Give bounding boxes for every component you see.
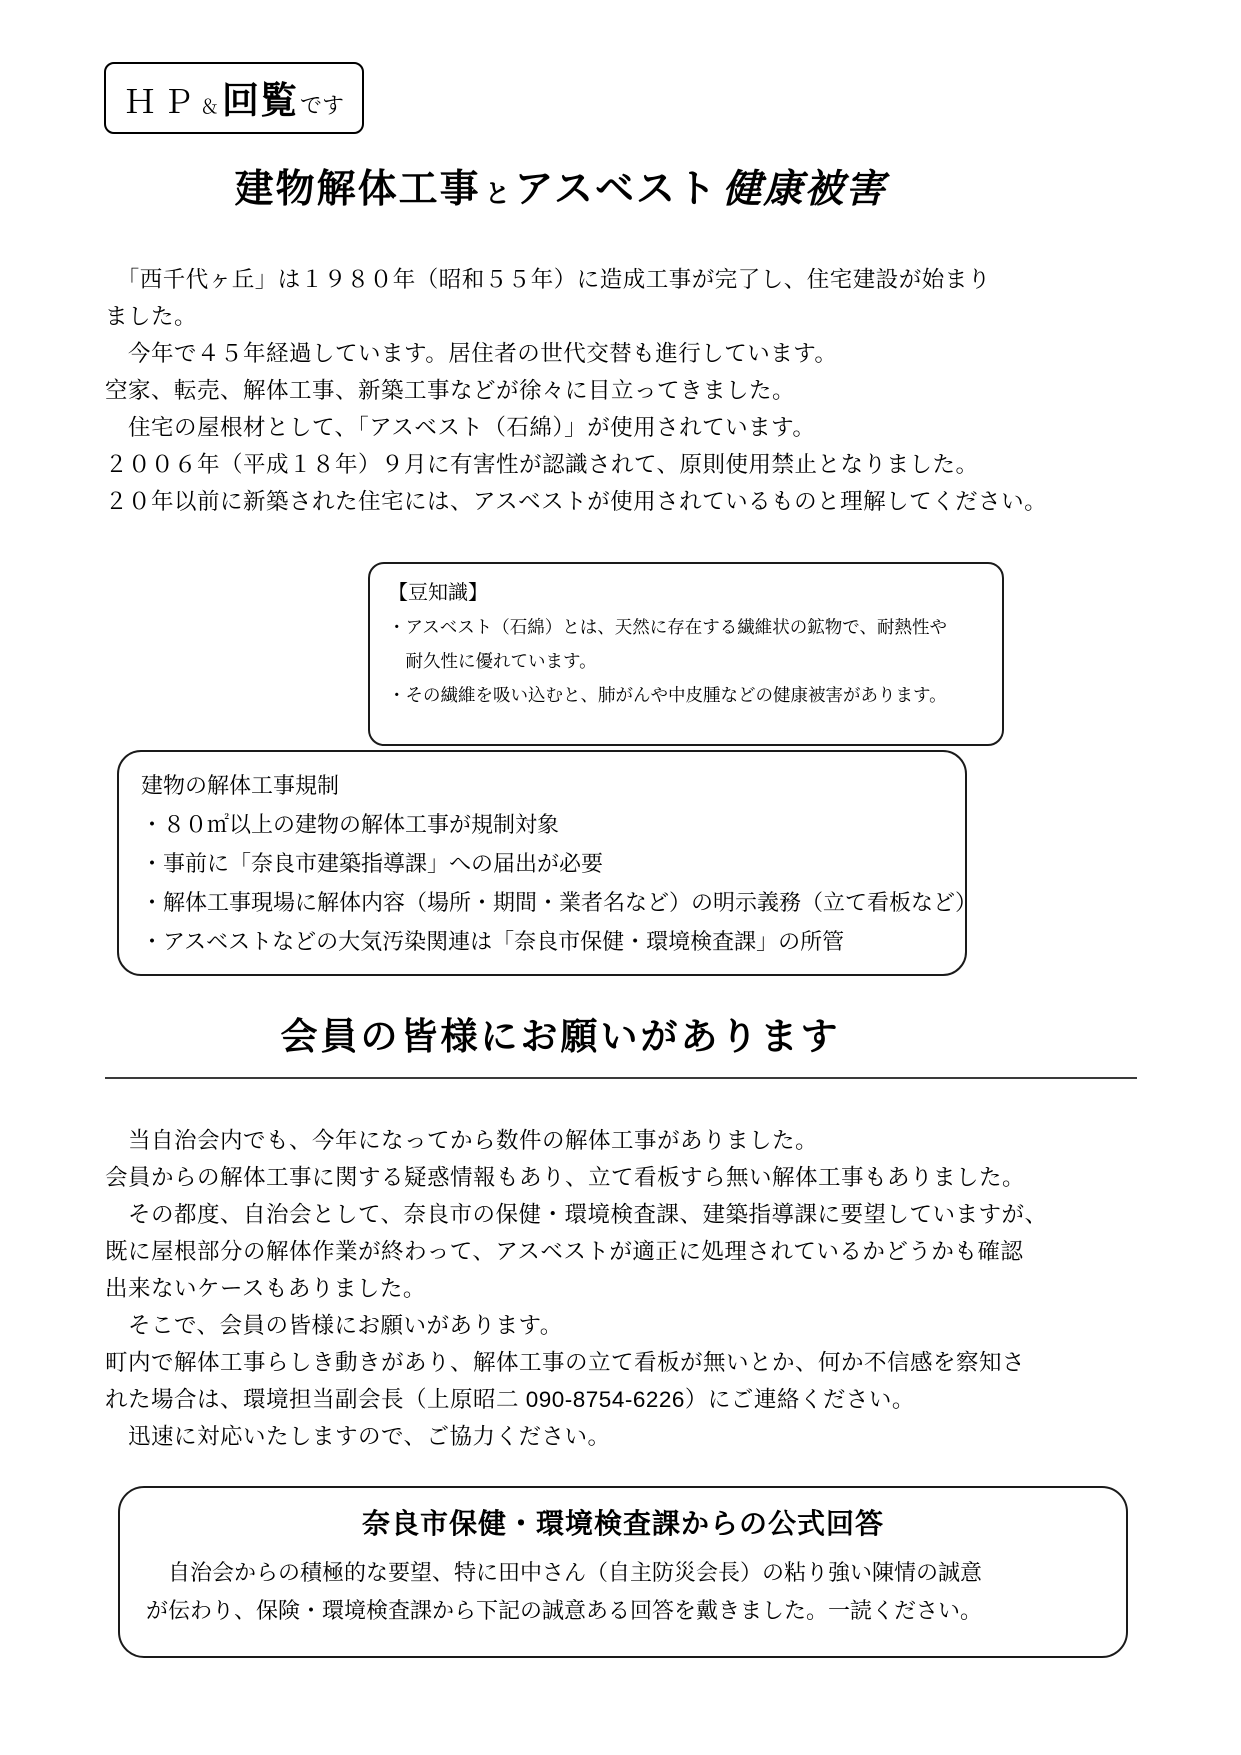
text-line: 「西千代ヶ丘」は１９８０年（昭和５５年）に造成工事が完了し、住宅建設が始まり xyxy=(105,267,991,292)
badge-hp-text: ＨＰ xyxy=(124,84,201,120)
tip-line: ・アスベスト（石綿）とは、天然に存在する繊維状の鉱物で、耐熱性や xyxy=(388,617,947,637)
badge-ampersand: ＆ xyxy=(200,97,220,118)
title-part3: 健康被害 xyxy=(722,168,887,211)
regulation-item: ・事前に「奈良市建築指導課」への届出が必要 xyxy=(141,851,604,876)
text-line: 空家、転売、解体工事、新築工事などが徐々に目立ってきました。 xyxy=(105,378,796,403)
page-title xyxy=(0,158,1121,214)
demolition-regulation-box xyxy=(117,750,978,976)
official-box-heading: 奈良市保健・環境検査課からの公式回答 xyxy=(361,1508,884,1539)
title-part1: 建物解体工事 xyxy=(234,168,481,211)
regulation-item: ・８０㎡以上の建物の解体工事が規制対象 xyxy=(141,812,560,837)
title-part2: アスベスト xyxy=(514,168,718,211)
text-line: 出来ないケースもありました。 xyxy=(105,1276,426,1301)
text-line: 今年で４５年経過しています。居住者の世代交替も進行しています。 xyxy=(105,341,838,366)
text-line: その都度、自治会として、奈良市の保健・環境検査課、建築指導課に要望していますが、 xyxy=(105,1202,1048,1227)
official-answer-box xyxy=(118,1486,1128,1658)
tip-box-heading: 【豆知識】 xyxy=(388,582,488,604)
text-line: ２００６年（平成１８年）９月に有害性が認識されて、原則使用禁止となりました。 xyxy=(105,452,979,477)
text-line: 町内で解体工事らしき動きがあり、解体工事の立て看板が無いとか、何か不信感を察知さ xyxy=(105,1350,1026,1375)
text-line: 迅速に対応いたしますので、ご協力ください。 xyxy=(105,1424,611,1449)
tip-line: 耐久性に優れています。 xyxy=(388,651,597,671)
official-line: 自治会からの積極的な要望、特に田中さん（自主防災会長）の粘り強い陳情の誠意 xyxy=(146,1560,983,1585)
intro-paragraph xyxy=(105,261,1145,520)
text-line: 既に屋根部分の解体作業が終わって、アスベストが適正に処理されているかどうかも確認 xyxy=(105,1239,1024,1264)
text-line: 会員からの解体工事に関する疑惑情報もあり、立て看板すら無い解体工事もありました。 xyxy=(105,1165,1026,1190)
official-line: が伝わり、保険・環境検査課から下記の誠意ある回答を戴きました。一読ください。 xyxy=(146,1598,983,1623)
regulation-box-heading: 建物の解体工事規制 xyxy=(141,773,340,798)
regulation-item: ・アスベストなどの大気汚染関連は「奈良市保健・環境検査課」の所管 xyxy=(141,929,845,954)
section-divider-rule xyxy=(105,1077,1137,1079)
badge-kairan-text: 回覧 xyxy=(222,80,299,121)
badge-desu-text: です xyxy=(300,93,345,118)
text-line: そこで、会員の皆様にお願いがあります。 xyxy=(105,1313,563,1338)
tip-knowledge-box xyxy=(368,562,1004,746)
tip-line: ・その繊維を吸い込むと、肺がんや中皮腫などの健康被害があります。 xyxy=(388,685,947,705)
text-line: ２０年以前に新築された住宅には、アスベストが使用されているものと理解してください。 xyxy=(105,489,1048,514)
regulation-item: ・解体工事現場に解体内容（場所・期間・業者名など）の明示義務（立て看板など） xyxy=(141,890,978,915)
text-line: 住宅の屋根材として、「アスベスト（石綿）」が使用されています。 xyxy=(105,415,816,440)
text-line: 当自治会内でも、今年になってから数件の解体工事がありました。 xyxy=(105,1128,819,1153)
text-line: ました。 xyxy=(105,304,198,329)
request-section-heading: 会員の皆様にお願いがあります xyxy=(280,1016,841,1057)
hp-kairan-badge xyxy=(104,62,364,134)
title-connector: と xyxy=(485,180,511,208)
text-line: れた場合は、環境担当副会長（上原昭二 090-8754-6226）にご連絡ください。 xyxy=(105,1387,915,1412)
request-paragraph xyxy=(105,1122,1145,1455)
